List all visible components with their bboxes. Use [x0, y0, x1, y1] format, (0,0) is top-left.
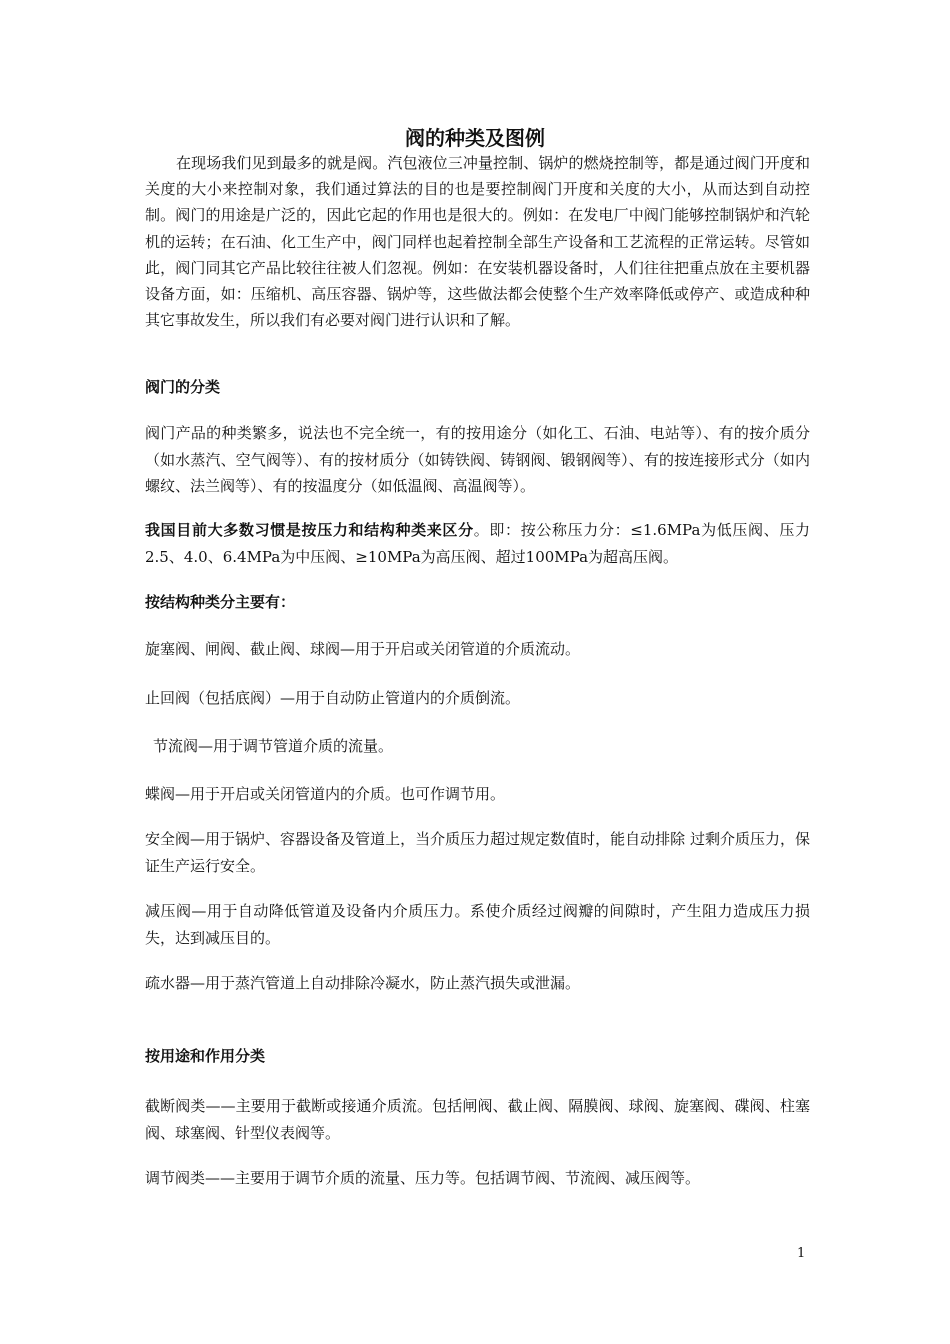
pressure-paragraph [145, 517, 810, 570]
pressure-paragraph-lead: 我国目前大多数习惯是按压力和结构种类来区分 [145, 521, 474, 539]
heading-structure: 按结构种类分主要有： [145, 593, 296, 611]
structure-item: 减压阀—用于自动降低管道及设备内介质压力。系使介质经过阀瓣的间隙时，产生阻力造成压力损失，达到减压目的。 [145, 902, 810, 947]
structure-item: 蝶阀—用于开启或关闭管道内的介质。也可作调节用。 [145, 785, 506, 803]
heading-classification: 阀门的分类 [145, 378, 221, 396]
heading-usage: 按用途和作用分类 [145, 1047, 266, 1065]
page-title: 阀的种类及图例 [405, 126, 545, 150]
classification-paragraph: 阀门产品的种类繁多，说法也不完全统一，有的按用途分（如化工、石油、电站等）、有的按介质分（如水蒸汽、空气阀等）、有的按材质分（如铸铁阀、铸钢阀、锻钢阀等）、有的按连接形式分（如内螺纹、法兰阀等）、有的按温度分（如低温阀、高温阀等）。 [145, 424, 810, 495]
structure-item: 疏水器—用于蒸汽管道上自动排除冷凝水，防止蒸汽损失或泄漏。 [145, 974, 581, 992]
pressure-paragraph-rest: 。即：按公称压力分：≤1.6MPa为低压阀、压力2.5、4.0、6.4MPa为中压阀、≥10MPa为高压阀、超过100MPa为超高压阀。 [145, 521, 810, 566]
structure-item: 旋塞阀、闸阀、截止阀、球阀—用于开启或关闭管道的介质流动。 [145, 640, 581, 658]
structure-item: 安全阀—用于锅炉、容器设备及管道上，当介质压力超过规定数值时，能自动排除 过剩介质压力，保证生产运行安全。 [145, 830, 810, 875]
structure-item: 节流阀—用于调节管道介质的流量。 [153, 737, 394, 755]
usage-item: 截断阀类——主要用于截断或接通介质流。包括闸阀、截止阀、隔膜阀、球阀、旋塞阀、碟阀、柱塞阀、球塞阀、针型仪表阀等。 [145, 1097, 810, 1142]
usage-item: 调节阀类——主要用于调节介质的流量、压力等。包括调节阀、节流阀、减压阀等。 [145, 1169, 701, 1187]
structure-item: 止回阀（包括底阀）—用于自动防止管道内的介质倒流。 [145, 689, 521, 707]
page-number: 1 [797, 1246, 806, 1261]
intro-paragraph: 在现场我们见到最多的就是阀。汽包液位三冲量控制、锅炉的燃烧控制等，都是通过阀门开度和关度的大小来控制对象，我们通过算法的目的也是要控制阀门开度和关度的大小，从而达到自动控制。阀门的用途是广泛的，因此它起的作用也是很大的。例如：在发电厂中阀门能够控制锅炉和汽轮机的运转；在石油、化工生产中，阀门同样也起着控制全部生产设备和工艺流程的正常运转。尽管如此，阀门同其它产品比较往往被人们忽视。例如：在安装机器设备时，人们往往把重点放在主要机器设备方面，如：压缩机、高压容器、锅炉等，这些做法都会使整个生产效率降低或停产、或造成种种其它事故发生，所以我们有必要对阀门进行认识和了解。 [145, 154, 810, 330]
